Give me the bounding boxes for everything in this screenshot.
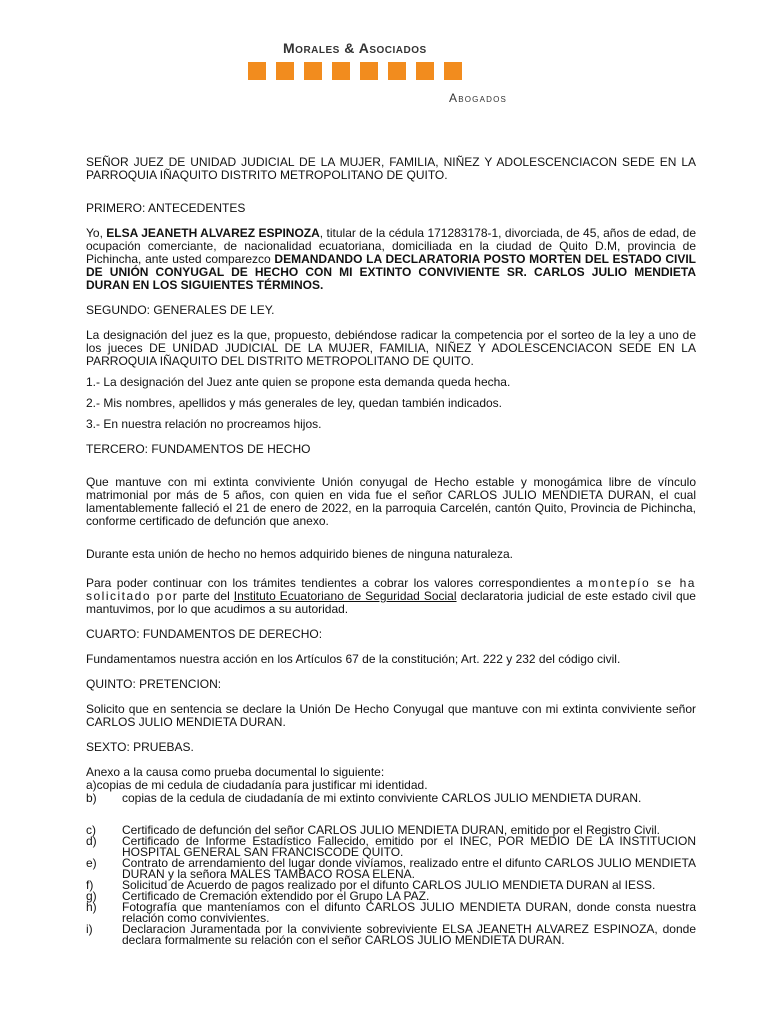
evidence-text: Solicitud de Acuerdo de pagos realizado por el difunto CARLOS JULIO MENDIETA DURAN al IESS. [122, 878, 656, 892]
logo-square-icon [388, 62, 406, 80]
evidence-text: Certificado de Informe Estadístico Fallecido, emitido por el INEC, POR MEDIO DE LA INSTITUCION HOSPITAL GENERAL SAN FRANCISCODE QUITO. [122, 834, 696, 859]
section-heading-antecedentes: PRIMERO: ANTECEDENTES [86, 201, 246, 215]
logo-square-icon [360, 62, 378, 80]
section-heading-pruebas: SEXTO: PRUEBAS. [86, 740, 194, 754]
evidence-key: g) [86, 889, 97, 903]
logo-square-icon [276, 62, 294, 80]
derecho-paragraph: Fundamentamos nuestra acción en los Artículos 67 de la constitución; Art. 222 y 232 del código civil. [86, 652, 621, 666]
section-heading-derecho: CUARTO: FUNDAMENTOS DE DERECHO: [86, 627, 323, 641]
evidence-text: Declaracion Juramentada por la conviviente sobreviviente ELSA JEANETH ALVAREZ ESPINOZA, donde declara formalmente su relación con el señor CARLOS JULIO MENDIETA DURAN. [122, 922, 696, 947]
evidence-text: copias de la cedula de ciudadanía de mi extinto conviviente CARLOS JULIO MENDIETA DURAN. [122, 791, 642, 805]
logo-square-icon [304, 62, 322, 80]
evidence-text: Certificado de defunción del señor CARLOS JULIO MENDIETA DURAN, emitido por el Registro Civil. [122, 823, 660, 837]
text-run: parte del [178, 589, 234, 603]
evidence-text: Certificado de Cremación extendido por el Grupo LA PAZ. [122, 889, 430, 903]
logo-square-icon [444, 62, 462, 80]
evidence-item-h [86, 902, 696, 924]
section-heading-generales: SEGUNDO: GENERALES DE LEY. [86, 303, 275, 317]
evidence-key: b) [86, 791, 97, 805]
logo-square-icon [416, 62, 434, 80]
hechos-paragraph-1: Que mantuve con mi extinta conviviente Unión conyugal de Hecho estable y monogámica libre de vínculo matrimonial por más de 5 años, con quien en vida fue el señor CARLOS JULIO MENDIETA DURAN, el cual lamentablemente falleció el 21 de enero de 2022, en la parroquia Carcelén, cantón Quito, Provincia de Pichincha, conforme certificado de defunción que anexo. [86, 475, 696, 528]
list-item: 3.- En nuestra relación no procreamos hijos. [86, 417, 322, 431]
text-run: Yo, [86, 226, 107, 240]
institution-name: Instituto Ecuatoriano de Seguridad Social [233, 589, 457, 603]
evidence-key: d) [86, 834, 97, 848]
addressee: SEÑOR JUEZ DE UNIDAD JUDICIAL DE LA MUJER, FAMILIA, NIÑEZ Y ADOLESCENCIACON SEDE EN LA PARROQUIA IÑAQUITO DISTRITO METROPOLITANO DE QUITO. [86, 155, 696, 182]
section-heading-pretencion: QUINTO: PRETENCION: [86, 677, 222, 691]
evidence-item-d [86, 836, 696, 858]
firm-name: Morales & Asociados [283, 40, 427, 56]
firm-subtitle: Abogados [449, 91, 508, 105]
generales-paragraph: La designación del juez es la que, propuesto, debiéndose radicar la competencia por el sorteo de la ley a uno de los jueces DE UNIDAD JUDICIAL DE LA MUJER, FAMILIA, NIÑEZ Y ADOLESCENCIACON SEDE EN LA PARROQUIA IÑAQUITO DEL DISTRITO METROPOLITANO DE QUITO. [86, 328, 696, 368]
logo-square-icon [332, 62, 350, 80]
evidence-item-e [86, 858, 696, 880]
evidence-item-a: a)copias de mi cedula de ciudadanía para justificar mi identidad. [86, 778, 428, 792]
text-run: , titular de la cédula 171283178-1, divorciada, de 45, años de edad, de ocupación comerciante, de nacionalidad ecuatoriana, domiciliada en la ciudad de Quito D.M, provincia de Pichincha, ante usted comparezco [86, 226, 696, 266]
text-run-spaced: montepío se ha solicitado por [86, 576, 696, 603]
evidence-key: i) [86, 922, 93, 936]
logo-square-icon [248, 62, 266, 80]
text-run: declaratoria judicial de este estado civil que mantuvimos, por lo que acudimos a su autoridad. [86, 589, 696, 616]
hechos-paragraph-2: Durante esta unión de hecho no hemos adquirido bienes de ninguna naturaleza. [86, 547, 513, 561]
evidence-key: h) [86, 900, 97, 914]
evidence-text: Fotografía que manteníamos con el difunto CARLOS JULIO MENDIETA DURAN, donde consta nuestra relación como convivientes. [122, 900, 696, 925]
evidence-item-b [86, 792, 696, 805]
pruebas-intro: Anexo a la causa como prueba documental lo siguiente: [86, 765, 385, 779]
evidence-key: c) [86, 823, 96, 837]
plaintiff-name: ELSA JEANETH ALVAREZ ESPINOZA [106, 226, 320, 240]
evidence-text: Contrato de arrendamiento del lugar donde vivíamos, realizado entre el difunto CARLOS JULIO MENDIETA DURAN y la señora MALES TAMBACO ROSA ELENA. [122, 856, 696, 881]
claim-statement: DEMANDANDO LA DECLARATORIA POSTO MORTEN DEL ESTADO CIVIL DE UNIÓN CONYUGAL DE HECHO CON MI EXTINTO CONVIVIENTE SR. CARLOS JULIO MENDIETA DURAN EN LOS SIGUIENTES TÉRMINOS. [86, 252, 696, 292]
pretencion-paragraph: Solicito que en sentencia se declare la Unión De Hecho Conyugal que mantuve con mi extinta conviviente señor CARLOS JULIO MENDIETA DURAN. [86, 702, 696, 729]
evidence-key: f) [86, 878, 94, 892]
list-item: 1.- La designación del Juez ante quien se propone esta demanda queda hecha. [86, 375, 511, 389]
evidence-item-i [86, 924, 696, 946]
firm-logo-squares [248, 62, 462, 80]
section-heading-hechos: TERCERO: FUNDAMENTOS DE HECHO [86, 442, 311, 456]
text-run: Para poder continuar con los trámites tendientes a cobrar los valores correspondientes a [86, 576, 589, 590]
hechos-paragraph-3 [86, 577, 696, 616]
evidence-list [86, 825, 696, 946]
antecedentes-paragraph [86, 227, 696, 292]
evidence-key: e) [86, 856, 97, 870]
document-body [86, 156, 696, 946]
list-item: 2.- Mis nombres, apellidos y más generales de ley, quedan también indicados. [86, 396, 503, 410]
